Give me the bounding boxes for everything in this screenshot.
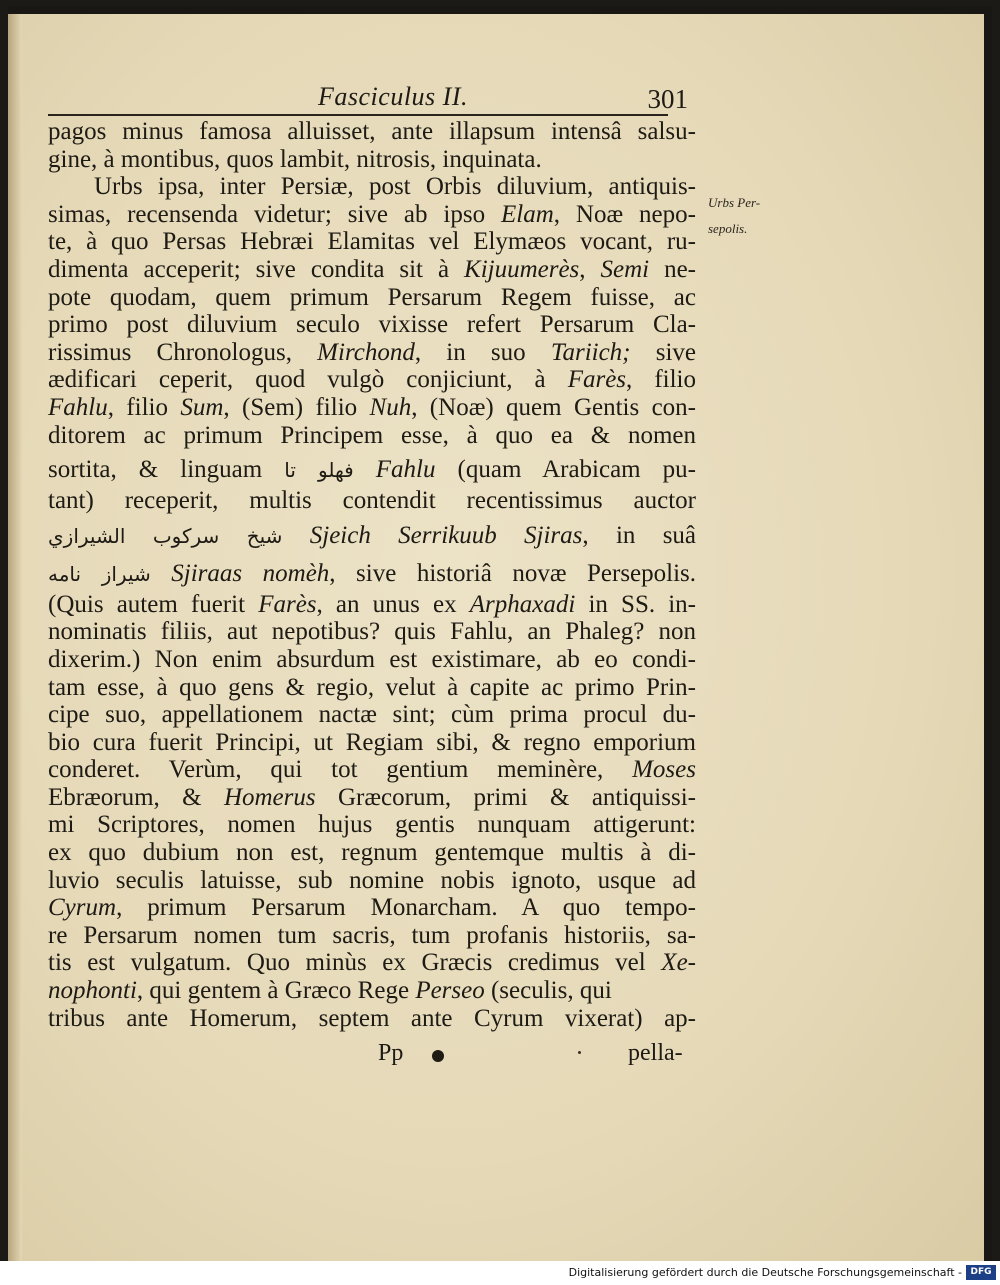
text-run: , (Sem) filio <box>223 393 370 421</box>
text-line <box>48 394 696 422</box>
text-line <box>48 811 696 839</box>
text-line <box>48 729 696 757</box>
footer-bar <box>0 1261 1000 1285</box>
book-page <box>8 14 984 1261</box>
catchword: pella- <box>628 1040 683 1066</box>
page-gutter-shadow <box>8 14 22 1261</box>
arabic-script: فهلو <box>317 458 354 483</box>
text-line <box>48 146 696 174</box>
text-run: sive <box>630 338 696 366</box>
text-run <box>296 456 318 483</box>
text-line <box>48 339 696 367</box>
text-run: , in suâ <box>582 521 697 549</box>
text-run: rissimus Chronologus, <box>48 338 318 366</box>
text-line <box>48 949 696 977</box>
text-run: Ebræorum, & <box>48 783 224 811</box>
text-run: gine, à montibus, quos lambit, nitrosis, inquinata. <box>48 145 542 173</box>
text-run: re Persarum nomen tum sacris, tum profanis historiis, sa- <box>48 921 696 949</box>
text-run: , filio <box>626 366 696 394</box>
text-run: (seculis, qui <box>484 977 612 1005</box>
text-run: mi Scriptores, nomen hujus gentis nunquam attigerunt: <box>48 811 696 839</box>
text-run: , primum Persarum Monarcham. A quo tempo- <box>116 894 696 922</box>
italic-term: Tariich; <box>550 338 631 366</box>
arabic-script: شيخ سركوب الشيرازي <box>48 523 283 548</box>
marginal-note-line: Urbs Per- <box>708 195 761 210</box>
text-line <box>48 487 696 515</box>
text-run: , filio <box>107 393 181 421</box>
text-run: dixerim.) Non enim absurdum est existimare, ab eo condi- <box>48 645 696 673</box>
italic-term: nophonti <box>48 977 137 1005</box>
text-run: , qui gentem à Græco Rege <box>136 977 416 1005</box>
body-text <box>48 118 696 1032</box>
text-run: (quam Arabicam pu- <box>435 456 696 484</box>
text-run: nominatis filiis, aut nepotibus? quis Fahlu, an Phaleg? non <box>48 618 696 646</box>
italic-term: Homerus <box>223 783 316 811</box>
marginal-note-line: sepolis. <box>708 221 748 236</box>
italic-term: Sjiraas nomèh <box>171 559 330 587</box>
text-line <box>48 228 696 256</box>
funding-notice: Digitalisierung gefördert durch die Deutsche Forschungsgemeinschaft - <box>568 1266 962 1279</box>
text-line <box>48 1005 696 1033</box>
text-line <box>48 366 696 394</box>
italic-term: Sum <box>180 393 224 421</box>
text-run: , <box>579 255 601 283</box>
text-run: luvio seculis latuisse, sub nomine nobis ignoto, usque ad <box>48 866 696 894</box>
text-line <box>48 557 696 591</box>
text-line <box>48 422 696 450</box>
text-line <box>48 173 696 201</box>
text-run: tis est vulgatum. Quo minùs ex Græcis credimus vel <box>48 949 662 977</box>
text-run: cipe suo, appellationem nactæ sint; cùm prima procul du- <box>48 701 696 729</box>
text-run <box>282 522 309 549</box>
text-run: (Quis autem fuerit <box>48 590 259 618</box>
text-line <box>48 839 696 867</box>
text-run: Urbs ipsa, inter Persiæ, post Orbis diluvium, antiquis- <box>94 173 696 201</box>
marginal-note <box>708 190 778 242</box>
text-line <box>48 618 696 646</box>
text-line <box>48 519 696 553</box>
text-line <box>48 756 696 784</box>
text-run: pote quodam, quem primum Persarum Regem fuisse, ac <box>48 283 696 311</box>
italic-term: Elam <box>500 200 554 228</box>
italic-term: Xe- <box>661 949 696 977</box>
text-line <box>48 867 696 895</box>
text-run: , an unus ex <box>316 590 470 618</box>
text-run: tant) receperit, multis contendit recentissimus auctor <box>48 487 696 515</box>
text-run <box>151 560 172 587</box>
text-run: dimenta acceperit; sive condita sit à <box>48 255 465 283</box>
text-line <box>48 453 696 487</box>
italic-term: Semi <box>600 255 650 283</box>
italic-term: Fahlu <box>48 393 108 421</box>
text-line <box>48 256 696 284</box>
text-run: conderet. Verùm, qui tot gentium meminère, <box>48 756 633 784</box>
italic-term: Kijuumerès <box>464 255 580 283</box>
text-run: te, à quo Persas Hebræi Elamitas vel Elymæos vocant, ru- <box>48 228 696 256</box>
text-line <box>48 591 696 619</box>
text-run: in SS. in- <box>575 590 697 618</box>
text-run: sortita, & linguam <box>48 456 285 484</box>
italic-term: Sjeich Serrikuub Sjiras <box>309 521 583 549</box>
text-line <box>48 784 696 812</box>
text-line <box>48 674 696 702</box>
italic-term: Moses <box>632 756 696 784</box>
arabic-script: تا <box>284 458 296 483</box>
italic-term: Cyrum <box>48 894 117 922</box>
italic-term: Mirchond <box>317 338 415 366</box>
text-line <box>48 977 696 1005</box>
arabic-script: شيراز نامه <box>48 561 151 586</box>
text-line <box>48 646 696 674</box>
text-line <box>48 311 696 339</box>
text-run: tribus ante Homerum, septem ante Cyrum vixerat) ap- <box>48 1004 696 1032</box>
text-line <box>48 201 696 229</box>
text-run: Græcorum, primi & antiquissi- <box>315 783 696 811</box>
text-run: pagos minus famosa alluisset, ante illapsum intensâ salsu- <box>48 118 696 145</box>
running-head <box>48 82 698 114</box>
text-run: , sive historiâ novæ Persepolis. <box>329 559 697 587</box>
ink-blot <box>432 1050 444 1062</box>
italic-term: Arphaxadi <box>469 590 576 618</box>
scan-frame <box>8 6 992 1261</box>
text-run: , (Noæ) quem Gentis con- <box>411 393 696 421</box>
text-line <box>48 894 696 922</box>
text-run: ditorem ac primum Principem esse, à quo ea & nomen <box>48 421 696 449</box>
text-run: primo post diluvium seculo vixisse refert Persarum Cla- <box>48 311 696 339</box>
text-line <box>48 284 696 312</box>
text-run <box>354 456 376 483</box>
italic-term: Farès <box>567 366 627 394</box>
ink-speck <box>578 1051 581 1054</box>
signature-mark: Pp <box>378 1040 404 1066</box>
italic-term: Fahlu <box>375 456 436 484</box>
text-line <box>48 118 696 146</box>
text-run: , in suo <box>414 338 551 366</box>
page-number: 301 <box>647 84 688 114</box>
italic-term: Perseo <box>415 977 485 1005</box>
text-run: ex quo dubium non est, regnum gentemque multis à di- <box>48 839 696 867</box>
text-run: ne- <box>649 255 697 283</box>
text-line <box>48 701 696 729</box>
text-run: , Noæ nepo- <box>553 200 696 228</box>
running-title: Fasciculus II. <box>318 82 468 111</box>
text-run: ædificari ceperit, quod vulgò conjiciunt, à <box>48 366 568 394</box>
header-rule <box>48 114 668 116</box>
italic-term: Nuh <box>369 393 412 421</box>
text-run: tam esse, à quo gens & regio, velut à capite ac primo Prin- <box>48 673 696 701</box>
text-line <box>48 922 696 950</box>
dfg-logo: DFG <box>966 1265 996 1280</box>
italic-term: Farès <box>258 590 317 618</box>
text-run: bio cura fuerit Principi, ut Regiam sibi, & regno emporium <box>48 728 696 756</box>
text-run: simas, recensenda videtur; sive ab ipso <box>48 200 501 228</box>
